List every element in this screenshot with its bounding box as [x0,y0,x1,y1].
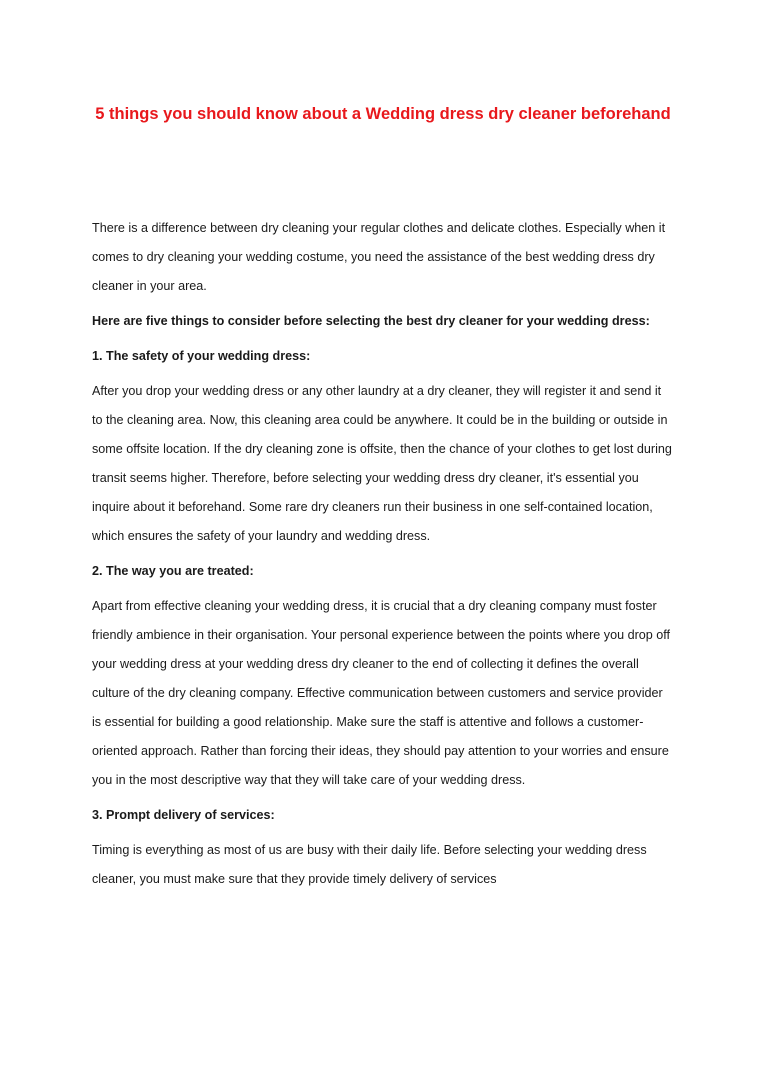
section-3-body: Timing is everything as most of us are busy with their daily life. Before selecting your wedding dress cleaner, you must make sure that they provide timely delivery of services [92,843,647,886]
section-3-heading: 3. Prompt delivery of services: [92,808,275,822]
section-1-heading: 1. The safety of your wedding dress: [92,349,311,363]
section-2-heading: 2. The way you are treated: [92,564,254,578]
section-1-body: After you drop your wedding dress or any other laundry at a dry cleaner, they will register it and send it to the cleaning area. Now, this cleaning area could be anywhere. It could be in the building or outside in some offsite location. If the dry cleaning zone is offsite, then the chance of your clothes to get lost during transit seems higher. Therefore, before selecting your wedding dress dry cleaner, it's essential you inquire about it beforehand. Some rare dry cleaners run their business in one self-contained location, which ensures the safety of your laundry and wedding dress. [92,384,672,543]
intro-paragraph: There is a difference between dry cleaning your regular clothes and delicate clothes. Especially when it comes to dry cleaning your wedding costume, you need the assistance of the best wedding dress dry cleaner in your area. [92,221,666,293]
document-body [92,214,674,900]
section-2-body: Apart from effective cleaning your wedding dress, it is crucial that a dry cleaning company must foster friendly ambience in their organisation. Your personal experience between the points where you drop off your wedding dress at your wedding dress dry cleaner to the end of collecting it defines the overall culture of the dry cleaning company. Effective communication between customers and service provider is essential for building a good relationship. Make sure the staff is attentive and follows a customer-oriented approach. Rather than forcing their ideas, they should pay attention to your worries and ensure you in the most descriptive way that they will take care of your wedding dress. [92,599,671,787]
lead-paragraph: Here are five things to consider before selecting the best dry cleaner for your wedding dress: [92,314,650,328]
document-title: 5 things you should know about a Wedding dress dry cleaner beforehand [95,105,671,123]
